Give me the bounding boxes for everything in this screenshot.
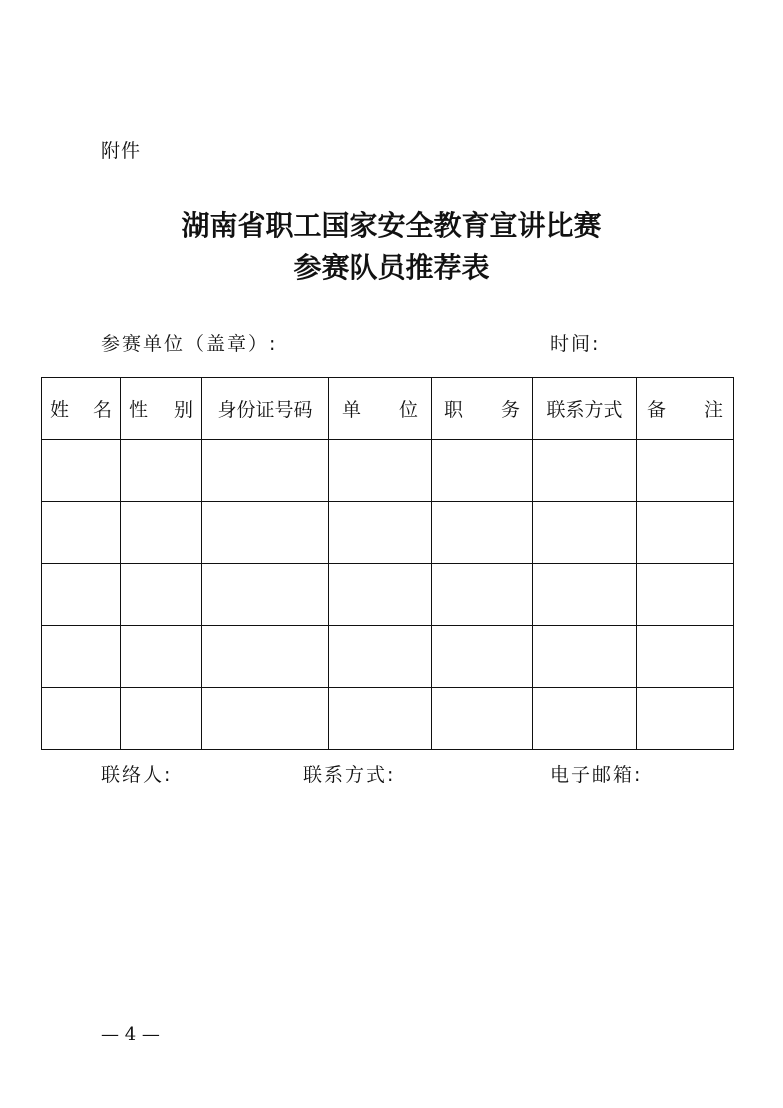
header-contact: 联系方式 [533, 378, 637, 440]
title-line-1: 湖南省职工国家安全教育宣讲比赛 [181, 209, 602, 242]
contact-method-label: 联系方式: [303, 764, 396, 786]
cell-position[interactable] [432, 502, 533, 564]
title-line-2: 参赛队员推荐表 [293, 251, 490, 284]
cell-position[interactable] [432, 626, 533, 688]
header-id-number: 身份证号码 [202, 378, 329, 440]
header-remarks-char-2: 注 [704, 399, 724, 421]
table-row [42, 688, 734, 750]
recommendation-table [41, 377, 734, 750]
cell-unit[interactable] [329, 564, 432, 626]
header-unit [329, 378, 432, 440]
header-unit-char-1: 单 [341, 399, 361, 421]
header-unit-char-2: 位 [399, 399, 419, 421]
cell-unit[interactable] [329, 688, 432, 750]
cell-gender[interactable] [121, 440, 202, 502]
page-number: — 4 — [101, 1024, 160, 1045]
cell-id-number[interactable] [202, 440, 329, 502]
participating-unit-label: 参赛单位（盖章）: [101, 333, 278, 355]
email-label: 电子邮箱: [550, 764, 643, 786]
cell-remarks[interactable] [637, 688, 734, 750]
header-position-char-2: 务 [501, 399, 521, 421]
cell-name[interactable] [42, 564, 121, 626]
table-row [42, 626, 734, 688]
cell-position[interactable] [432, 440, 533, 502]
cell-id-number[interactable] [202, 688, 329, 750]
header-name-char-2: 名 [92, 399, 112, 421]
cell-contact[interactable] [533, 626, 637, 688]
cell-gender[interactable] [121, 626, 202, 688]
table-row [42, 440, 734, 502]
cell-contact[interactable] [533, 502, 637, 564]
header-name [42, 378, 121, 440]
table-row [42, 564, 734, 626]
cell-remarks[interactable] [637, 502, 734, 564]
cell-name[interactable] [42, 688, 121, 750]
cell-contact[interactable] [533, 564, 637, 626]
table-header-row [42, 378, 734, 440]
table-body [42, 440, 734, 750]
cell-position[interactable] [432, 564, 533, 626]
header-gender-char-1: 性 [129, 399, 149, 421]
cell-gender[interactable] [121, 564, 202, 626]
cell-id-number[interactable] [202, 564, 329, 626]
time-label: 时间: [550, 333, 601, 355]
header-name-char-1: 姓 [50, 399, 70, 421]
cell-position[interactable] [432, 688, 533, 750]
contact-person-label: 联络人: [101, 764, 173, 786]
cell-unit[interactable] [329, 502, 432, 564]
attachment-label: 附件 [101, 140, 142, 162]
header-position-char-1: 职 [443, 399, 463, 421]
cell-gender[interactable] [121, 502, 202, 564]
header-position [432, 378, 533, 440]
cell-id-number[interactable] [202, 626, 329, 688]
cell-name[interactable] [42, 626, 121, 688]
table-row [42, 502, 734, 564]
cell-id-number[interactable] [202, 502, 329, 564]
cell-contact[interactable] [533, 440, 637, 502]
cell-name[interactable] [42, 440, 121, 502]
form-title [0, 205, 783, 289]
cell-remarks[interactable] [637, 564, 734, 626]
cell-gender[interactable] [121, 688, 202, 750]
cell-name[interactable] [42, 502, 121, 564]
cell-remarks[interactable] [637, 626, 734, 688]
header-remarks-char-1: 备 [646, 399, 666, 421]
cell-contact[interactable] [533, 688, 637, 750]
cell-unit[interactable] [329, 626, 432, 688]
cell-unit[interactable] [329, 440, 432, 502]
header-gender-char-2: 别 [173, 399, 193, 421]
header-gender [121, 378, 202, 440]
cell-remarks[interactable] [637, 440, 734, 502]
header-remarks [637, 378, 734, 440]
